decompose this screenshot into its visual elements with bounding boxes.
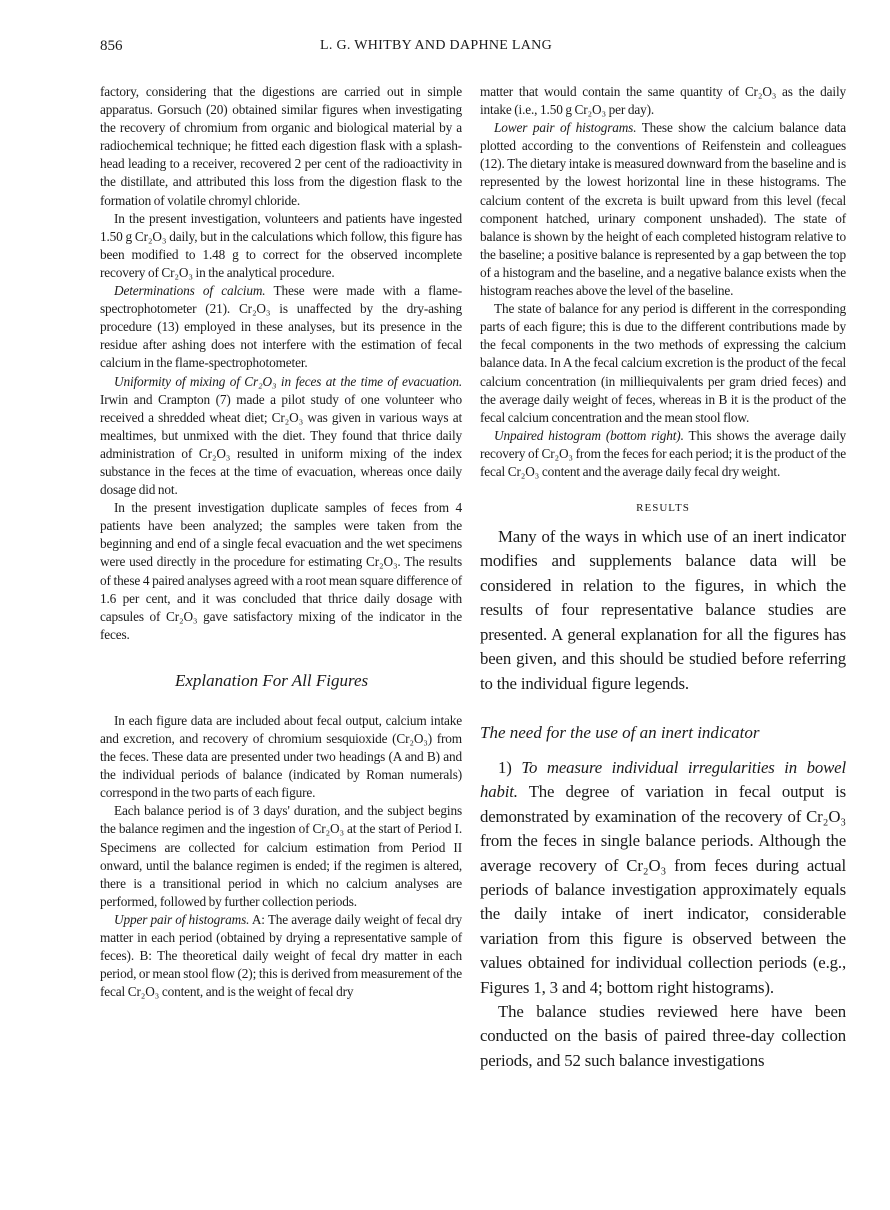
left-column — [100, 83, 462, 1001]
paragraph: In the present investigation duplicate samples of feces from 4 patients have been analyzed; the samples were taken from the beginning and end of a single fecal evacuation and the wet specimens were used directly in the procedure for estimating Cr₂O₃. The results of these 4 paired analyses agreed with a root mean square difference of 1.6 per cent, and it was concluded that thrice daily dosage with capsules of Cr₂O₃ gave satisfactory mixing of the indicator in the feces. — [100, 500, 462, 642]
paragraph — [480, 119, 846, 300]
paragraph-text: Irwin and Crampton (7) made a pilot study of one volunteer who received a shredded wheat diet; Cr₂O₃ was given in various ways at mealtimes, but unmixed with the diet. They found that thrice daily administration of Cr₂O₃ resulted in uniform mixing of the index substance in the feces at the time of evacuation, whereas once daily dosage did not. — [100, 391, 462, 498]
right-column — [480, 83, 846, 1073]
running-head: L. G. WHITBY AND DAPHNE LANG — [320, 38, 552, 53]
paragraph — [100, 911, 462, 1001]
paragraph — [480, 756, 846, 1000]
paragraph-text: A: The average daily weight of fecal dry matter in each period (obtained by drying a representative sample of feces). B: The theoretical daily weight of fecal dry matter in each period, or mean stool flow (2); this is derived from measurement of the fecal Cr₂O₃ content, and is the weight of fecal dry — [100, 911, 462, 1000]
paragraph-lead: Upper pair of histograms. — [114, 911, 250, 927]
subsection-heading: The need for the use of an inert indicator — [480, 722, 760, 742]
paragraph-lead: To measure individual irregularities in bowel habit. — [480, 757, 846, 802]
paragraph — [100, 282, 462, 372]
paragraph: Each balance period is of 3 days' duration, and the subject begins the balance regimen and the ingestion of Cr₂O₃ at the start of Period I. Specimens are collected for calcium estimation from Period II onward, until the balance regimen is ended; if the regimen is altered, there is a transitional period in which no calcium analyses are performed, followed by further collection periods. — [100, 803, 462, 909]
page-number: 856 — [100, 38, 123, 54]
paragraph: Many of the ways in which use of an inert indicator modifies and supplements balance data will be considered in relation to the figures, in which the results of four representative balance studies are presented. A general explanation for all the figures has been given, and this should be studied before referring to the individual figure legends. — [480, 527, 846, 693]
paragraph-lead: Lower pair of histograms. — [494, 120, 637, 136]
paragraph-text: The degree of variation in fecal output is demonstrated by examination of the recovery of Cr₂O₃ from the feces in single balance periods. Although the average recovery of Cr₂O₃ from feces during actual periods of balance investigation approximately equals the daily intake of inert indicator, considerable variation from this figure is observed between the values obtained for individual collection periods (e.g., Figures 1, 3 and 4; bottom right histograms). — [480, 782, 846, 997]
item-number: 1) — [498, 757, 522, 777]
results-heading: RESULTS — [636, 502, 690, 515]
paragraph: matter that would contain the same quantity of Cr₂O₃ as the daily intake (i.e., 1.50 g Cr₂O₃ per day). — [480, 84, 846, 118]
paragraph-text: This shows the average daily recovery of Cr₂O₃ from the feces for each period; it is the product of the fecal Cr₂O₃ content and the average daily fecal dry weight. — [480, 427, 846, 479]
paragraph: factory, considering that the digestions are carried out in simple apparatus. Gorsuch (20) obtained similar figures when investigating the recovery of chromium from organic and biological material by a radiochemical technique; he fitted each digestion flask with a splash-head leading to a receiver, recovered 2 per cent of the radioactivity in the distillate, and attributed this loss from the digestion flask to the formation of volatile chromyl chloride. — [100, 84, 462, 208]
paragraph — [100, 373, 462, 500]
paragraph: In each figure data are included about fecal output, calcium intake and excretion, and recovery of chromium sesquioxide (Cr₂O₃) from the feces. These data are presented under two headings (A and B) and the individual periods of balance (indicated by Roman numerals) correspond in the two parts of each figure. — [100, 712, 462, 801]
paragraph-lead: Determinations of calcium. — [114, 283, 266, 299]
paragraph-text: These were made with a flame-spectrophotometer (21). Cr₂O₃ is unaffected by the dry-ashing procedure (13) employed in these analyses, but its presence in the residue after ashing does not interfere with the estimation of fecal calcium in the flame-spectrophotometer. — [100, 283, 462, 371]
paragraph — [480, 427, 846, 481]
paragraph: The balance studies reviewed here have been conducted on the basis of paired three-day collection periods, and 52 such balance investigations — [480, 1001, 846, 1070]
paragraph-lead: Uniformity of mixing of Cr₂O₃ in feces at the time of evacuation. — [114, 373, 462, 389]
paragraph-lead: Unpaired histogram (bottom right). — [494, 427, 684, 443]
paragraph-text: These show the calcium balance data plotted according to the conventions of Reifenstein and colleagues (12). The dietary intake is measured downward from the baseline and is represented by the lowest horizontal line in these histograms. The calcium content of the excreta is built upward from this level (fecal component hatched, urinary component unshaded). The state of balance is shown by the height of each completed histogram relative to the baseline; a positive balance is represented by a gap between the top of a histogram and the baseline, and a negative balance exists when the histogram reaches above the level of the baseline. — [480, 120, 847, 299]
section-heading: Explanation For All Figures — [175, 670, 369, 690]
paragraph: In the present investigation, volunteers and patients have ingested 1.50 g Cr₂O₃ daily, but in the calculations which follow, this figure has been modified to 1.48 g to correct for the observed incomplete recovery of Cr₂O₃ in the analytical procedure. — [100, 210, 462, 280]
paragraph: The state of balance for any period is different in the corresponding parts of each figure; this is due to the different contributions made by the fecal components in the two methods of expressing the calcium balance data. In A the fecal calcium excretion is the product of the fecal calcium concentration (in milliequivalents per gram dried feces) and the average daily weight of feces, whereas in B it is the product of the fecal calcium concentration and the mean stool flow. — [480, 301, 846, 425]
